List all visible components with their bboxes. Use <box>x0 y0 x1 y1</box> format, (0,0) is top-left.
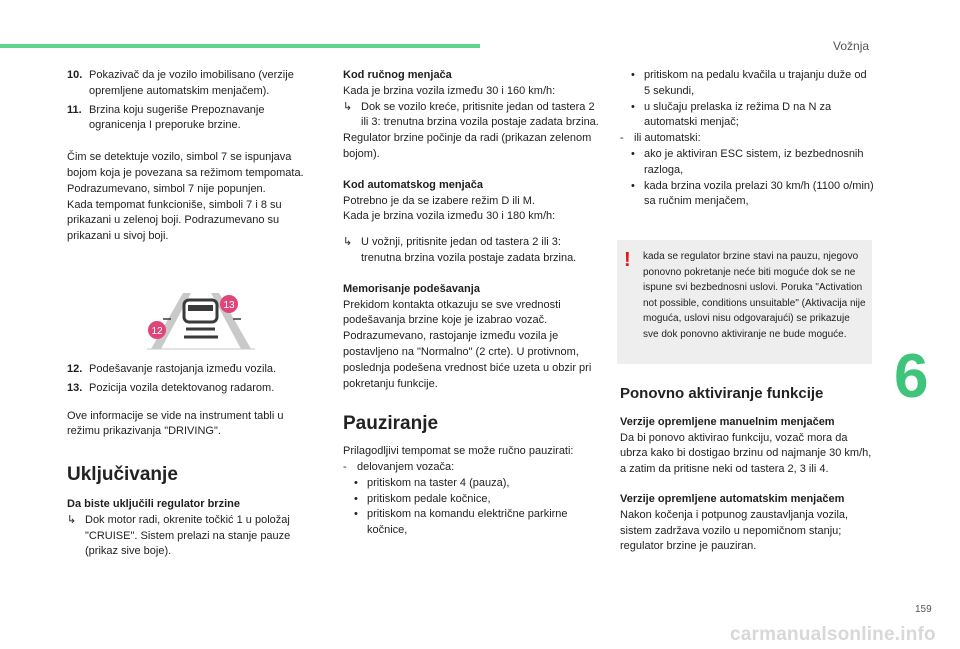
warning-icon: ! <box>624 249 631 271</box>
warning-text: kada se regulator brzine stavi na pauzu, njegovo ponovno pokretanje neće biti moguće dok se ne ispune svi bezbednosni uslovi. Poruka "Activation not possible, conditions unsuitable" (Aktivacija nije moguća, uslovi nisu odgovarajući) se prikazuje sve dok ponovno aktiviranje ne bude moguće. <box>643 251 866 340</box>
list-item: - ili automatski: <box>620 132 701 145</box>
list-item: • ako je aktiviran ESC sistem, iz bezbednosnih razloga, <box>631 147 864 176</box>
instruction-item: ↳ Dok se vozilo kreće, pritisnite jedan od tastera 2 ili 3: trenutna brzina vozila postaje zadata brzina. <box>343 100 599 129</box>
section-title: Vožnja <box>833 39 870 53</box>
figure-label-12: 12 <box>151 326 163 337</box>
list-item: 11. Brzina koju sugeriše Prepoznavanje ogranicenja I preporuke brzine. <box>67 103 265 132</box>
paragraph: Čim se detektuje vozilo, simbol 7 se ispunjava bojom koja je povezana sa režimom tempomata. Podrazumevano, simbol 7 nije popunjen. <box>67 151 304 195</box>
figure-label-13: 13 <box>223 300 235 311</box>
paragraph: Nakon kočenja i potpunog zaustavljanja vozila, sistem zadržava vozilo u nepomičnom stanju; regulator brzine je pauziran. <box>620 508 849 553</box>
column-3-lower <box>620 386 875 555</box>
column-1-lower <box>67 362 317 560</box>
heading-pauziranje: Pauziranje <box>343 413 439 435</box>
column-3 <box>620 68 875 210</box>
paragraph: Potrebno je da se izabere režim D ili M. <box>343 194 535 207</box>
paragraph: Prekidom kontakta otkazuju se sve vrednosti podešavanja brzine koje je izabrao vozač. Podrazumevano, rastojanje između vozila je postavljeno na "Normalno" (2 crte). U protivnom, poslednja podešena vrednost biće uzeta u obzir pri pokretanju funkcije. <box>343 298 592 390</box>
subheading: Memorisanje podešavanja <box>343 282 480 295</box>
subheading: Verzije opremljene automatskim menjačem <box>620 492 845 505</box>
paragraph: Ove informacije se vide na instrument tabli u režimu prikazivanja "DRIVING". <box>67 409 284 438</box>
column-2 <box>343 68 601 539</box>
page-number: 159 <box>915 604 932 615</box>
subheading: Kod ručnog menjača <box>343 69 452 81</box>
subheading: Kod automatskog menjača <box>343 178 483 191</box>
subheading: Da biste uključili regulator brzine <box>67 497 240 510</box>
paragraph: Regulator brzine počinje da radi (prikazan zelenom bojom). <box>343 132 592 160</box>
arrow-icon: ↳ <box>67 513 77 526</box>
instruction-item: ↳ Dok motor radi, okrenite točkić 1 u položaj "CRUISE". Sistem prelazi na stanje pauze (prikaz sive boje). <box>67 513 291 558</box>
watermark-text: carmanualsonline.info <box>730 624 936 645</box>
arrow-icon: ↳ <box>343 100 353 113</box>
chapter-number: 6 <box>894 342 929 411</box>
arrow-icon: ↳ <box>343 236 353 249</box>
list-item: • u slučaju prelaska iz režima D na N za automatski menjač; <box>631 100 832 129</box>
subheading: Verzije opremljene manuelnim menjačem <box>620 415 835 428</box>
list-item: 12. Podešavanje rastojanja između vozila. <box>67 363 277 375</box>
list-item: • pritiskom na komandu električne parkirne kočnice, <box>354 508 568 537</box>
column-1 <box>67 68 317 245</box>
instruction-item: ↳ U vožnji, pritisnite jedan od tastera 2 ili 3: trenutna brzina vozila postaje zadata brzina. <box>343 236 577 264</box>
heading-ukljucivanje: Uključivanje <box>67 464 178 486</box>
list-item: 13. Pozicija vozila detektovanog radarom. <box>67 381 275 394</box>
list-item: 10. Pokazivač da je vozilo imobilisano (verzije opremljene automatskim menjačem). <box>67 69 294 97</box>
paragraph: Da bi ponovo aktivirao funkciju, vozač mora da ubrza kako bi dostigao brzinu od najmanje 30 km/h, a zatim da pritisne neki od tastera 2, 3 ili 4. <box>620 431 872 476</box>
paragraph: Kada tempomat funkcioniše, simboli 7 i 8 su prikazani u zelenoj boji. Podrazumevano su prikazani u sivoj boji. <box>67 198 282 243</box>
paragraph: Kada je brzina vozila između 30 i 160 km/h: <box>343 84 556 97</box>
list-item: • pritiskom pedale kočnice, <box>354 492 491 505</box>
paragraph: Kada je brzina vozila između 30 i 180 km/h: <box>343 210 556 223</box>
list-item: • pritiskom na pedalu kvačila u trajanju duže od 5 sekundi, <box>631 69 867 97</box>
list-item: • kada brzina vozila prelazi 30 km/h (1100 o/min) sa ručnim menjačem, <box>631 179 874 208</box>
list-item: • pritiskom na taster 4 (pauza), <box>354 476 510 489</box>
heading-ponovno-aktiviranje: Ponovno aktiviranje funkcije <box>620 385 824 402</box>
list-item: - delovanjem vozača: <box>343 460 455 473</box>
header-accent-bar <box>0 44 480 48</box>
distance-display-figure <box>143 289 259 351</box>
paragraph: Prilagodljivi tempomat se može ručno pauzirati: <box>343 445 574 458</box>
